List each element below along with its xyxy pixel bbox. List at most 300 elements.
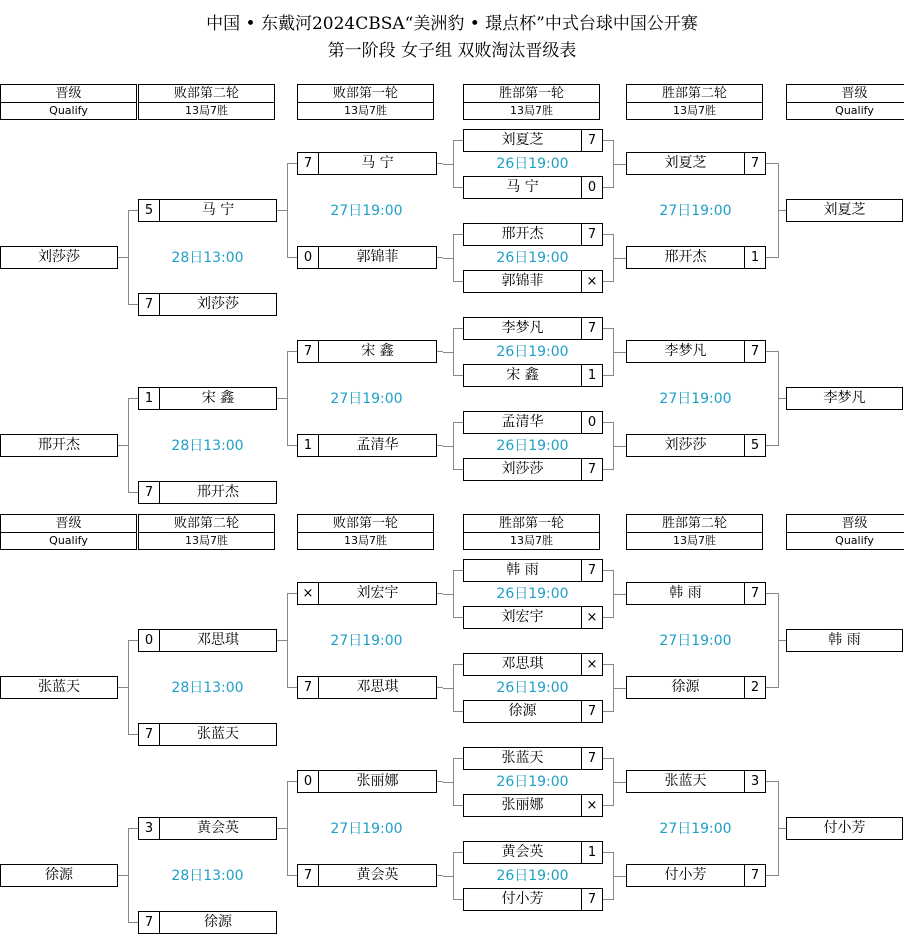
- bracket-connector: [443, 876, 453, 877]
- player-score: 0: [303, 774, 313, 789]
- player-score: 7: [587, 563, 597, 578]
- winner-r2-slot: [626, 340, 766, 363]
- player-name: 黄会英: [356, 867, 399, 883]
- round-title: 晋级: [0, 514, 137, 533]
- player-name: 张蓝天: [197, 726, 239, 742]
- player-name: 邢开杰: [38, 437, 80, 453]
- bracket-connector: [613, 782, 626, 783]
- bracket-connector: [613, 258, 626, 259]
- player-score: ×: [586, 657, 598, 672]
- column-header: [138, 514, 275, 550]
- loser-r1-slot: [297, 582, 437, 605]
- match-time: 26日19:00: [496, 438, 569, 454]
- player-score: 7: [303, 680, 313, 695]
- winner-r1-slot: [463, 700, 603, 723]
- player-name: 付小芳: [664, 867, 707, 883]
- bracket-connector: [778, 210, 786, 211]
- bracket-connector: [128, 828, 138, 829]
- bracket-connector: [613, 688, 626, 689]
- qualifier-left: [0, 676, 118, 699]
- column-header: [0, 84, 137, 120]
- match-time: 27日19:00: [659, 203, 732, 219]
- player-score: 2: [750, 680, 760, 695]
- round-format: 13局7胜: [626, 102, 763, 120]
- bracket-connector: [453, 664, 454, 712]
- loser-r2-slot: [138, 629, 277, 652]
- player-name: 邢开杰: [501, 226, 544, 242]
- bracket-connector: [287, 257, 297, 258]
- bracket-connector: [778, 640, 786, 641]
- bracket-connector: [287, 781, 297, 782]
- bracket-connector: [128, 734, 138, 735]
- round-format: 13局7胜: [138, 102, 275, 120]
- winner-r2-slot: [626, 434, 766, 457]
- player-score: 7: [750, 586, 760, 601]
- bracket-connector: [453, 281, 463, 282]
- match-time: 28日13:00: [171, 250, 244, 266]
- column-header: [0, 514, 137, 550]
- column-header: [297, 514, 434, 550]
- column-header: [626, 84, 763, 120]
- bracket-connector: [277, 640, 287, 641]
- bracket-connector: [603, 899, 613, 900]
- round-format: 13局7胜: [463, 102, 600, 120]
- match-time: 26日19:00: [496, 586, 569, 602]
- bracket-connector: [287, 593, 297, 594]
- bracket-connector: [277, 210, 287, 211]
- round-title: 败部第二轮: [138, 84, 275, 103]
- winner-r2-slot: [626, 676, 766, 699]
- bracket-connector: [287, 351, 297, 352]
- match-time: 28日13:00: [171, 680, 244, 696]
- player-name: 黄会英: [501, 844, 544, 860]
- match-time: 27日19:00: [659, 391, 732, 407]
- bracket-connector: [613, 164, 626, 165]
- bracket-connector: [287, 163, 288, 258]
- loser-r1-slot: [297, 246, 437, 269]
- bracket-connector: [766, 257, 778, 258]
- player-name: 刘莎莎: [38, 249, 80, 265]
- column-header: [786, 84, 904, 120]
- player-score: ×: [586, 274, 598, 289]
- player-score: 7: [587, 892, 597, 907]
- bracket-connector: [603, 140, 613, 141]
- match-time: 28日13:00: [171, 438, 244, 454]
- player-score: 1: [587, 368, 597, 383]
- page-subtitle: 第一阶段 女子组 双败淘汰晋级表: [327, 41, 577, 61]
- qualifier-left: [0, 434, 118, 457]
- bracket-connector: [437, 257, 443, 258]
- winner-r2-slot: [626, 152, 766, 175]
- player-name: 邢开杰: [197, 484, 239, 500]
- bracket-connector: [287, 875, 297, 876]
- match-time: 27日19:00: [659, 633, 732, 649]
- player-score: 5: [144, 203, 154, 218]
- winner-r2-slot: [626, 770, 766, 793]
- bracket-connector: [453, 422, 463, 423]
- bracket-connector: [287, 445, 297, 446]
- bracket-connector: [453, 234, 463, 235]
- round-format: Qualify: [0, 532, 137, 550]
- bracket-connector: [613, 352, 626, 353]
- player-name: 张蓝天: [501, 750, 544, 766]
- player-name: 张丽娜: [356, 773, 399, 789]
- bracket-connector: [603, 422, 613, 423]
- bracket-connector: [443, 352, 453, 353]
- column-header: [463, 514, 600, 550]
- player-name: 马 宁: [361, 155, 394, 171]
- bracket-connector: [766, 163, 778, 164]
- loser-r2-slot: [138, 723, 277, 746]
- bracket-connector: [287, 687, 297, 688]
- bracket-connector: [453, 805, 463, 806]
- bracket-connector: [453, 422, 454, 470]
- player-score: 7: [587, 751, 597, 766]
- column-header: [463, 84, 600, 120]
- match-time: 27日19:00: [330, 203, 403, 219]
- player-name: 刘夏芝: [823, 202, 866, 218]
- bracket-connector: [453, 852, 454, 900]
- match-time: 26日19:00: [496, 156, 569, 172]
- round-format: Qualify: [786, 102, 904, 120]
- match-time: 26日19:00: [496, 344, 569, 360]
- loser-r2-slot: [138, 481, 277, 504]
- player-name: 黄会英: [197, 820, 239, 836]
- bracket-connector: [443, 782, 453, 783]
- player-name: 徐源: [45, 867, 73, 883]
- winner-r1-slot: [463, 411, 603, 434]
- bracket-connector: [453, 852, 463, 853]
- bracket-connector: [128, 210, 138, 211]
- player-score: 7: [303, 868, 313, 883]
- round-format: 13局7胜: [138, 532, 275, 550]
- bracket-connector: [613, 876, 626, 877]
- round-format: 13局7胜: [297, 102, 434, 120]
- player-name: 刘宏宇: [501, 609, 544, 625]
- player-name: 张蓝天: [38, 679, 80, 695]
- match-time: 27日19:00: [330, 633, 403, 649]
- player-name: 邓思琪: [501, 656, 544, 672]
- match-time: 27日19:00: [330, 821, 403, 837]
- loser-r1-slot: [297, 770, 437, 793]
- bracket-connector: [453, 187, 463, 188]
- match-time: 27日19:00: [659, 821, 732, 837]
- bracket-connector: [128, 210, 129, 305]
- bracket-connector: [128, 398, 129, 493]
- bracket-connector: [118, 875, 128, 876]
- bracket-connector: [453, 758, 463, 759]
- round-format: 13局7胜: [297, 532, 434, 550]
- player-name: 刘夏芝: [664, 155, 707, 171]
- player-score: 7: [144, 297, 154, 312]
- round-format: Qualify: [786, 532, 904, 550]
- bracket-connector: [766, 875, 778, 876]
- round-title: 败部第一轮: [297, 514, 434, 533]
- player-score: 0: [144, 633, 154, 648]
- player-name: 宋 鑫: [506, 367, 539, 383]
- bracket-connector: [603, 375, 613, 376]
- winner-r1-slot: [463, 223, 603, 246]
- bracket-connector: [613, 594, 626, 595]
- winner-r1-slot: [463, 606, 603, 629]
- player-score: 7: [144, 727, 154, 742]
- bracket-connector: [128, 640, 138, 641]
- winner-r2-slot: [626, 864, 766, 887]
- bracket-connector: [603, 570, 613, 571]
- winner-r1-slot: [463, 841, 603, 864]
- player-name: 李梦凡: [664, 343, 707, 359]
- player-score: ×: [586, 610, 598, 625]
- bracket-connector: [437, 351, 443, 352]
- player-name: 韩 雨: [828, 632, 861, 648]
- bracket-connector: [287, 163, 297, 164]
- player-name: 刘夏芝: [501, 132, 544, 148]
- player-score: 0: [303, 250, 313, 265]
- player-name: 徐源: [204, 914, 232, 930]
- bracket-connector: [128, 640, 129, 735]
- bracket-connector: [437, 781, 443, 782]
- bracket-connector: [603, 805, 613, 806]
- bracket-connector: [128, 304, 138, 305]
- player-name: 刘宏宇: [356, 585, 399, 601]
- bracket-connector: [287, 351, 288, 446]
- bracket-connector: [453, 328, 454, 376]
- loser-r1-slot: [297, 340, 437, 363]
- loser-r1-slot: [297, 152, 437, 175]
- qualifier-right: [786, 199, 903, 222]
- bracket-connector: [437, 163, 443, 164]
- player-name: 郭锦菲: [501, 273, 544, 289]
- bracket-connector: [118, 687, 128, 688]
- loser-r2-slot: [138, 199, 277, 222]
- player-score: 7: [303, 156, 313, 171]
- qualifier-left: [0, 246, 118, 269]
- winner-r1-slot: [463, 794, 603, 817]
- bracket-connector: [603, 852, 613, 853]
- player-score: 7: [144, 915, 154, 930]
- player-score: 7: [144, 485, 154, 500]
- match-time: 28日13:00: [171, 868, 244, 884]
- player-name: 付小芳: [823, 820, 866, 836]
- player-score: 7: [587, 704, 597, 719]
- winner-r2-slot: [626, 582, 766, 605]
- winner-r1-slot: [463, 317, 603, 340]
- round-format: Qualify: [0, 102, 137, 120]
- column-header: [626, 514, 763, 550]
- player-score: 3: [144, 821, 154, 836]
- bracket-connector: [453, 664, 463, 665]
- player-name: 刘莎莎: [197, 296, 239, 312]
- winner-r1-slot: [463, 559, 603, 582]
- loser-r1-slot: [297, 864, 437, 887]
- bracket-connector: [443, 258, 453, 259]
- round-title: 胜部第二轮: [626, 514, 763, 533]
- winner-r1-slot: [463, 458, 603, 481]
- winner-r1-slot: [463, 364, 603, 387]
- player-name: 刘莎莎: [501, 461, 544, 477]
- player-score: ×: [302, 586, 314, 601]
- round-title: 败部第二轮: [138, 514, 275, 533]
- player-score: 1: [587, 845, 597, 860]
- player-name: 韩 雨: [506, 562, 539, 578]
- bracket-connector: [437, 593, 443, 594]
- winner-r1-slot: [463, 653, 603, 676]
- player-score: 7: [750, 868, 760, 883]
- bracket-connector: [766, 351, 778, 352]
- round-format: 13局7胜: [626, 532, 763, 550]
- player-score: 1: [144, 391, 154, 406]
- bracket-connector: [437, 687, 443, 688]
- match-time: 27日19:00: [330, 391, 403, 407]
- round-title: 胜部第一轮: [463, 84, 600, 103]
- player-score: 7: [750, 344, 760, 359]
- winner-r1-slot: [463, 129, 603, 152]
- player-score: 7: [587, 321, 597, 336]
- page-title: 中国 • 东戴河2024CBSA“美洲豹 • 璟点杯”中式台球中国公开赛: [206, 14, 698, 34]
- bracket-connector: [766, 593, 778, 594]
- bracket-connector: [603, 187, 613, 188]
- bracket-connector: [287, 781, 288, 876]
- bracket-connector: [453, 570, 454, 618]
- bracket-connector: [778, 828, 786, 829]
- player-name: 张蓝天: [664, 773, 707, 789]
- loser-r2-slot: [138, 911, 277, 934]
- player-name: 徐源: [508, 703, 537, 719]
- bracket-connector: [443, 594, 453, 595]
- qualifier-right: [786, 629, 903, 652]
- match-time: 26日19:00: [496, 868, 569, 884]
- player-name: 孟清华: [356, 437, 399, 453]
- bracket-connector: [443, 688, 453, 689]
- match-time: 26日19:00: [496, 774, 569, 790]
- player-name: 李梦凡: [501, 320, 544, 336]
- player-name: 马 宁: [201, 202, 235, 218]
- round-title: 败部第一轮: [297, 84, 434, 103]
- player-score: 7: [587, 462, 597, 477]
- player-name: 宋 鑫: [361, 343, 394, 359]
- winner-r1-slot: [463, 888, 603, 911]
- qualifier-right: [786, 387, 903, 410]
- bracket-connector: [128, 828, 129, 923]
- bracket-connector: [603, 617, 613, 618]
- bracket-connector: [603, 664, 613, 665]
- player-name: 刘莎莎: [664, 437, 707, 453]
- player-score: 7: [587, 133, 597, 148]
- bracket-connector: [603, 328, 613, 329]
- bracket-connector: [766, 687, 778, 688]
- loser-r1-slot: [297, 676, 437, 699]
- loser-r2-slot: [138, 387, 277, 410]
- bracket-connector: [128, 922, 138, 923]
- bracket-connector: [287, 593, 288, 688]
- bracket-connector: [128, 398, 138, 399]
- round-title: 晋级: [786, 514, 904, 533]
- bracket-connector: [453, 469, 463, 470]
- bracket-connector: [603, 469, 613, 470]
- bracket-connector: [453, 140, 463, 141]
- winner-r1-slot: [463, 747, 603, 770]
- bracket-connector: [766, 445, 778, 446]
- bracket-connector: [453, 375, 463, 376]
- bracket-connector: [603, 758, 613, 759]
- bracket-connector: [453, 234, 454, 282]
- bracket-connector: [453, 617, 463, 618]
- loser-r2-slot: [138, 817, 277, 840]
- winner-r1-slot: [463, 176, 603, 199]
- bracket-connector: [443, 164, 453, 165]
- player-name: 张丽娜: [501, 797, 544, 813]
- bracket-connector: [443, 446, 453, 447]
- player-name: 邓思琪: [356, 679, 399, 695]
- player-score: 0: [587, 415, 597, 430]
- bracket-connector: [613, 446, 626, 447]
- player-score: 1: [303, 438, 313, 453]
- player-score: 0: [587, 180, 597, 195]
- player-name: 邓思琪: [197, 632, 239, 648]
- winner-r2-slot: [626, 246, 766, 269]
- player-name: 徐源: [671, 679, 700, 695]
- bracket-connector: [277, 398, 287, 399]
- match-time: 26日19:00: [496, 250, 569, 266]
- bracket-connector: [453, 328, 463, 329]
- round-title: 晋级: [0, 84, 137, 103]
- loser-r1-slot: [297, 434, 437, 457]
- player-score: 3: [750, 774, 760, 789]
- column-header: [138, 84, 275, 120]
- bracket-connector: [453, 140, 454, 188]
- bracket-connector: [453, 899, 463, 900]
- bracket-connector: [453, 711, 463, 712]
- round-title: 胜部第一轮: [463, 514, 600, 533]
- player-name: 付小芳: [501, 891, 544, 907]
- player-name: 宋 鑫: [201, 390, 235, 406]
- player-score: ×: [586, 798, 598, 813]
- player-name: 郭锦菲: [356, 249, 399, 265]
- bracket-connector: [603, 234, 613, 235]
- player-score: 7: [303, 344, 313, 359]
- player-score: 7: [587, 227, 597, 242]
- column-header: [297, 84, 434, 120]
- round-title: 胜部第二轮: [626, 84, 763, 103]
- round-title: 晋级: [786, 84, 904, 103]
- player-name: 马 宁: [506, 179, 539, 195]
- player-score: 5: [750, 438, 760, 453]
- bracket-connector: [437, 875, 443, 876]
- bracket-connector: [603, 711, 613, 712]
- column-header: [786, 514, 904, 550]
- winner-r1-slot: [463, 270, 603, 293]
- loser-r2-slot: [138, 293, 277, 316]
- bracket-connector: [778, 398, 786, 399]
- bracket-connector: [118, 445, 128, 446]
- bracket-connector: [437, 445, 443, 446]
- player-score: 7: [750, 156, 760, 171]
- player-name: 李梦凡: [823, 390, 866, 406]
- bracket-connector: [603, 281, 613, 282]
- player-name: 邢开杰: [664, 249, 707, 265]
- player-name: 韩 雨: [669, 585, 702, 601]
- qualifier-right: [786, 817, 903, 840]
- bracket-connector: [118, 257, 128, 258]
- bracket-connector: [453, 570, 463, 571]
- bracket-connector: [453, 758, 454, 806]
- player-name: 孟清华: [501, 414, 544, 430]
- bracket-connector: [128, 492, 138, 493]
- player-score: 1: [750, 250, 760, 265]
- qualifier-left: [0, 864, 118, 887]
- bracket-connector: [766, 781, 778, 782]
- round-format: 13局7胜: [463, 532, 600, 550]
